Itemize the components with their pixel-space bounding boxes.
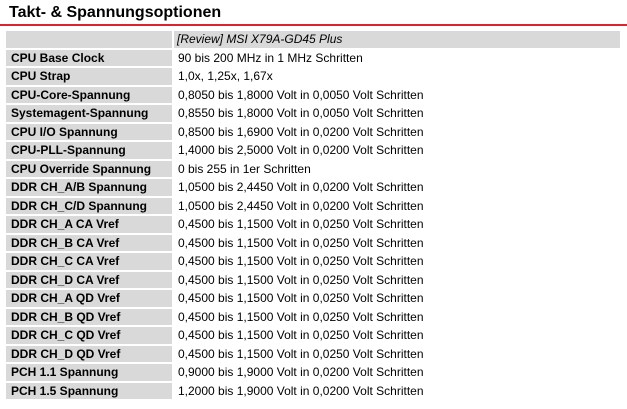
title-bar: [0, 0, 627, 26]
row-value: 1,0x, 1,25x, 1,67x: [172, 68, 620, 85]
table-row: [6, 309, 620, 326]
row-value: 0,4500 bis 1,1500 Volt in 0,0250 Volt Schritten: [172, 327, 620, 344]
table-row: [6, 235, 620, 252]
table-row: [6, 198, 620, 215]
row-value: 0,4500 bis 1,1500 Volt in 0,0250 Volt Schritten: [172, 253, 620, 270]
row-label: DDR CH_C QD Vref: [6, 327, 172, 344]
header-product-cell: [Review] MSI X79A-GD45 Plus: [172, 31, 620, 48]
table-row: [6, 253, 620, 270]
row-value: 0,4500 bis 1,1500 Volt in 0,0250 Volt Schritten: [172, 216, 620, 233]
row-value: 90 bis 200 MHz in 1 MHz Schritten: [172, 50, 620, 67]
row-label: DDR CH_A QD Vref: [6, 290, 172, 307]
table-row: [6, 272, 620, 289]
row-label: CPU-PLL-Spannung: [6, 142, 172, 159]
row-label: DDR CH_D QD Vref: [6, 346, 172, 363]
table-row: [6, 87, 620, 104]
table-row: [6, 142, 620, 159]
row-label: CPU I/O Spannung: [6, 124, 172, 141]
row-value: 0 bis 255 in 1er Schritten: [172, 161, 620, 178]
row-value: 0,4500 bis 1,1500 Volt in 0,0250 Volt Schritten: [172, 272, 620, 289]
row-label: CPU Override Spannung: [6, 161, 172, 178]
row-label: DDR CH_A CA Vref: [6, 216, 172, 233]
row-value: 0,4500 bis 1,1500 Volt in 0,0250 Volt Schritten: [172, 235, 620, 252]
row-label: DDR CH_D CA Vref: [6, 272, 172, 289]
row-value: 0,9000 bis 1,9000 Volt in 0,0200 Volt Schritten: [172, 364, 620, 381]
table-row: [6, 216, 620, 233]
header-label-cell: [6, 31, 172, 48]
row-label: CPU Base Clock: [6, 50, 172, 67]
row-value: 0,4500 bis 1,1500 Volt in 0,0250 Volt Schritten: [172, 290, 620, 307]
row-value: 0,8550 bis 1,8000 Volt in 0,0050 Volt Schritten: [172, 105, 620, 122]
table-row: [6, 364, 620, 381]
spec-table-body: [6, 50, 620, 400]
row-value: 1,2000 bis 1,9000 Volt in 0,0200 Volt Schritten: [172, 383, 620, 400]
table-row: [6, 383, 620, 400]
table-row: [6, 105, 620, 122]
table-header-row: [6, 31, 620, 48]
table-row: [6, 124, 620, 141]
row-value: 1,0500 bis 2,4450 Volt in 0,0200 Volt Schritten: [172, 198, 620, 215]
row-label: DDR CH_B QD Vref: [6, 309, 172, 326]
spec-table: [6, 29, 620, 401]
table-row: [6, 50, 620, 67]
row-label: DDR CH_C CA Vref: [6, 253, 172, 270]
table-row: [6, 161, 620, 178]
row-label: DDR CH_C/D Spannung: [6, 198, 172, 215]
row-label: PCH 1.5 Spannung: [6, 383, 172, 400]
row-value: 0,4500 bis 1,1500 Volt in 0,0250 Volt Schritten: [172, 309, 620, 326]
row-value: 1,4000 bis 2,5000 Volt in 0,0200 Volt Schritten: [172, 142, 620, 159]
row-label: DDR CH_B CA Vref: [6, 235, 172, 252]
table-row: [6, 327, 620, 344]
row-value: 0,8500 bis 1,6900 Volt in 0,0200 Volt Schritten: [172, 124, 620, 141]
table-row: [6, 346, 620, 363]
row-value: 0,4500 bis 1,1500 Volt in 0,0250 Volt Schritten: [172, 346, 620, 363]
table-row: [6, 290, 620, 307]
table-row: [6, 179, 620, 196]
row-label: CPU Strap: [6, 68, 172, 85]
row-label: DDR CH_A/B Spannung: [6, 179, 172, 196]
row-label: Systemagent-Spannung: [6, 105, 172, 122]
page-title: Takt- & Spannungsoptionen: [9, 4, 222, 21]
row-label: PCH 1.1 Spannung: [6, 364, 172, 381]
row-label: CPU-Core-Spannung: [6, 87, 172, 104]
row-value: 1,0500 bis 2,4450 Volt in 0,0200 Volt Schritten: [172, 179, 620, 196]
table-row: [6, 68, 620, 85]
row-value: 0,8050 bis 1,8000 Volt in 0,0050 Volt Schritten: [172, 87, 620, 104]
